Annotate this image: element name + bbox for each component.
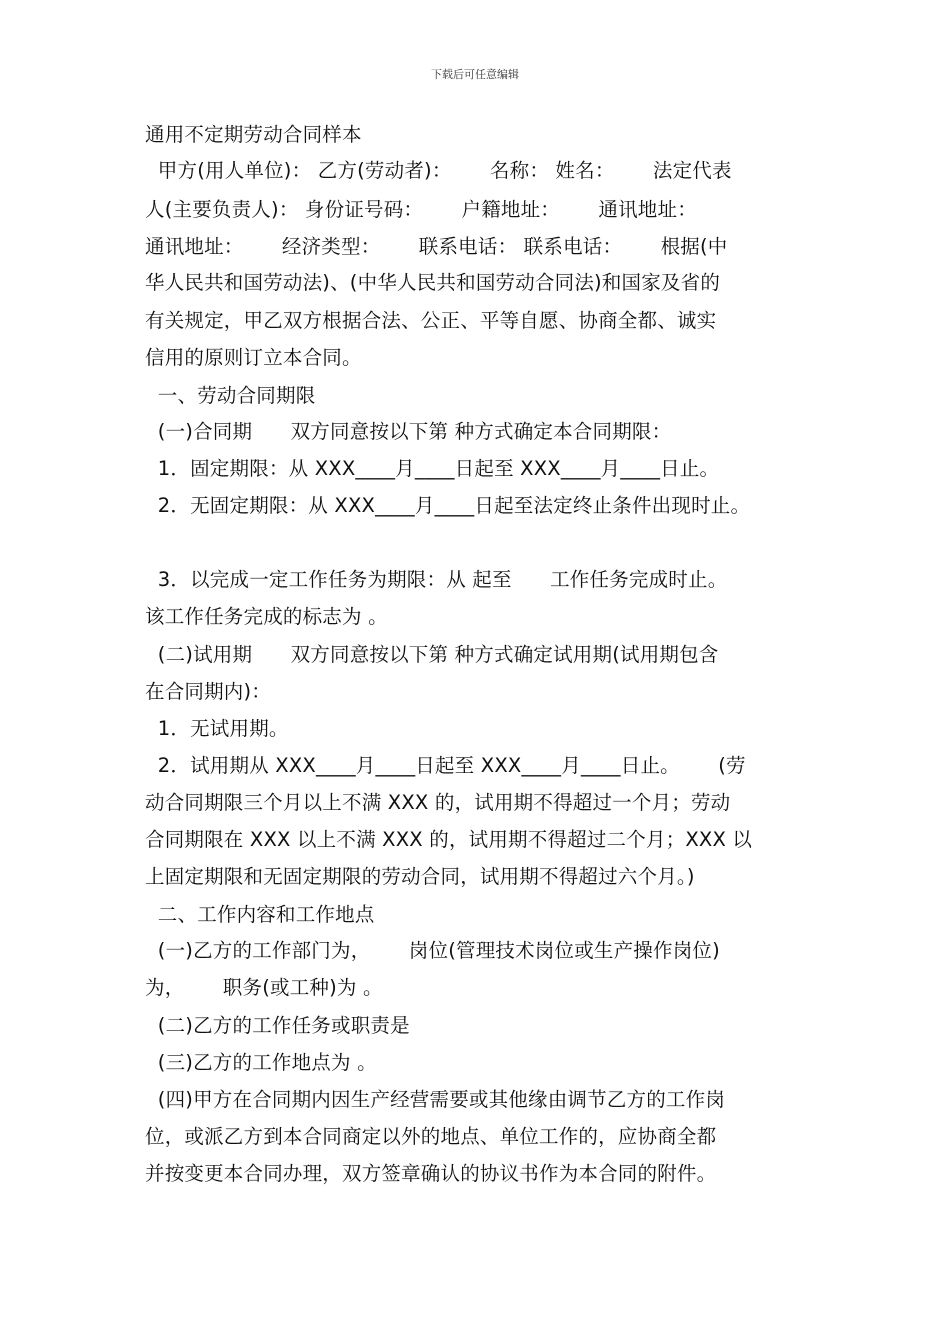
text-line: (二)试用期 双方同意按以下第 种方式确定试用期(试用期包含	[145, 643, 719, 666]
text-line: 3．以完成一定工作任务为期限：从 起至 工作任务完成时止。	[145, 568, 728, 591]
text-line: 2．无固定期限：从 XXX____月____日起至法定终止条件出现时止。	[145, 494, 751, 517]
document-title: 通用不定期劳动合同样本	[145, 123, 362, 146]
text-line: 上固定期限和无固定期限的劳动合同，试用期不得超过六个月。)	[145, 865, 695, 888]
text-line: 1．无试用期。	[145, 717, 289, 740]
text-line: 该工作任务完成的标志为 。	[145, 605, 388, 628]
section-heading: 二、工作内容和工作地点	[145, 903, 375, 926]
text-line: 2．试用期从 XXX____月____日起至 XXX____月____日止。 (劳	[145, 754, 746, 777]
text-line: 甲方(用人单位)： 乙方(劳动者)： 名称： 姓名： 法定代表	[145, 159, 732, 182]
text-line: (三)乙方的工作地点为 。	[145, 1051, 377, 1074]
text-line: 有关规定，甲乙双方根据合法、公正、平等自愿、协商全都、诚实	[145, 309, 717, 332]
text-line: (一)合同期 双方同意按以下第 种方式确定本合同期限：	[145, 420, 672, 443]
text-line: 华人民共和国劳动法)、(中华人民共和国劳动合同法)和国家及省的	[145, 271, 721, 294]
text-line: 在合同期内)：	[145, 680, 272, 703]
text-line: (二)乙方的工作任务或职责是	[145, 1014, 410, 1037]
text-line: 人(主要负责人)： 身份证号码： 户籍地址： 通讯地址：	[145, 198, 697, 221]
section-heading: 一、劳动合同期限	[145, 384, 316, 407]
text-line: (一)乙方的工作部门为， 岗位(管理技术岗位或生产操作岗位)	[145, 939, 720, 962]
text-line: 位，或派乙方到本合同商定以外的地点、单位工作的，应协商全都	[145, 1125, 717, 1148]
text-line: 1．固定期限：从 XXX____月____日起至 XXX____月____日止。	[145, 457, 720, 480]
text-line: 合同期限在 XXX 以上不满 XXX 的，试用期不得超过二个月；XXX 以	[145, 828, 753, 851]
text-line: 通讯地址： 经济类型： 联系电话： 联系电话： 根据(中	[145, 235, 728, 258]
text-line: 为， 职务(或工种)为 。	[145, 976, 383, 999]
page-header: 下载后可任意编辑	[431, 68, 519, 81]
text-line: 动合同期限三个月以上不满 XXX 的，试用期不得超过一个月；劳动	[145, 791, 731, 814]
text-line: 信用的原则订立本合同。	[145, 346, 362, 369]
text-line: (四)甲方在合同期内因生产经营需要或其他缘由调节乙方的工作岗	[145, 1088, 726, 1111]
text-line: 并按变更本合同办理，双方签章确认的协议书作为本合同的附件。	[145, 1162, 717, 1185]
